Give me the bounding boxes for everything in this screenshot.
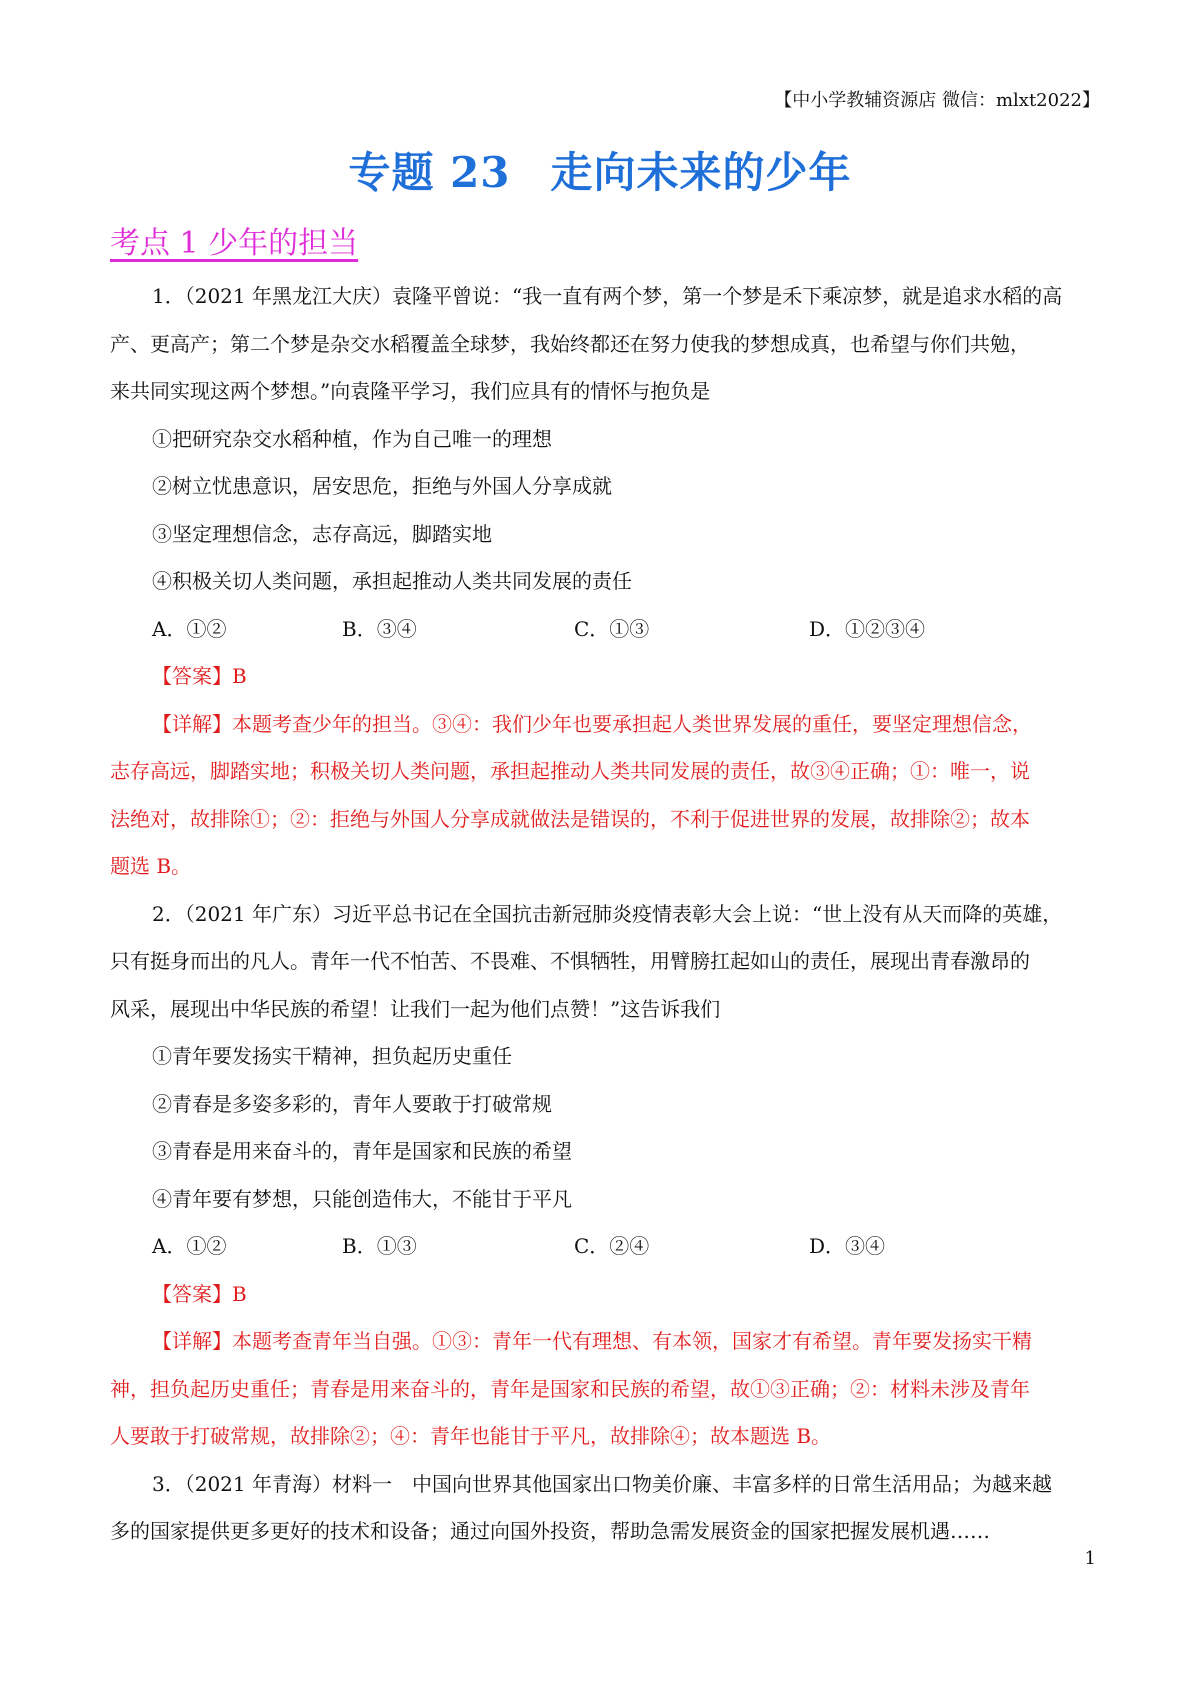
question-1-answer: 【答案】B — [152, 664, 247, 688]
header-tag: 【中小学教辅资源店 微信：mlxt2022】 — [774, 90, 1100, 111]
question-3-stem: 3．（2021 年青海）材料一 中国向世界其他国家出口物美价廉、丰富多样的日常生活用品；为越来越 多的国家提供更多更好的技术和设备；通过向国外投资，帮助急需发展资金的国家把握发展机遇…… — [110, 1471, 1052, 1543]
section-heading: 考点 1 少年的担当 — [110, 226, 359, 261]
question-2-explanation: 【详解】本题考查青年当自强。①③：青年一代有理想、有本领，国家才有希望。青年要发扬实干精 神，担负起历史重任；青春是用来奋斗的，青年是国家和民族的希望，故①③正确；②：材料未涉及青年 人要敢于打破常规，故排除②；④：青年也能甘于平凡，故排除④；故本题选 B。 — [110, 1329, 1032, 1448]
choice-c: C．②④ — [574, 1234, 650, 1258]
title-main: 走向未来的少年 — [550, 148, 852, 197]
question-2-option: ②青春是多姿多彩的，青年人要敢于打破常规 — [152, 1091, 552, 1116]
choice-d: D．①②③④ — [809, 616, 926, 641]
page-number: 1 — [1084, 1548, 1096, 1569]
choice-a: A．①② — [152, 616, 227, 641]
question-1-option: ②树立忧患意识，居安思危，拒绝与外国人分享成就 — [152, 474, 612, 498]
choice-a: A．①② — [152, 1234, 227, 1258]
question-2-option: ①青年要发扬实干精神，担负起历史重任 — [152, 1044, 512, 1068]
page-title — [0, 140, 1200, 200]
question-content — [110, 273, 1100, 1556]
question-1-stem: 1．（2021 年黑龙江大庆）袁隆平曾说：“我一直有两个梦，第一个梦是禾下乘凉梦，就是追求水稻的高 产、更高产；第二个梦是杂交水稻覆盖全球梦，我始终都还在努力使我的梦想成真，也希望与你们共勉， 来共同实现这两个梦想。”向袁隆平学习，我们应具有的情怀与抱负是 — [110, 284, 1063, 403]
question-2-option: ④青年要有梦想，只能创造伟大，不能甘于平凡 — [152, 1186, 572, 1211]
question-2-choices — [110, 1223, 1100, 1271]
choice-d: D．③④ — [809, 1234, 886, 1258]
choice-b: B．①③ — [342, 1234, 417, 1258]
choice-c: C．①③ — [574, 616, 650, 641]
question-1-option: ③坚定理想信念，志存高远，脚踏实地 — [152, 521, 492, 546]
question-2-answer: 【答案】B — [152, 1281, 247, 1306]
choice-b: B．③④ — [342, 616, 417, 641]
question-1-explanation: 【详解】本题考查少年的担当。③④：我们少年也要承担起人类世界发展的重任，要坚定理想信念， 志存高远，脚踏实地；积极关切人类问题，承担起推动人类共同发展的责任，故③④正确；①：唯一，说 法绝对，故排除①；②：拒绝与外国人分享成就做法是错误的，不利于促进世界的发展，故排除②；故本 题选 B。 — [110, 711, 1032, 878]
question-1-choices — [110, 606, 1100, 654]
title-prefix: 专题 23 — [348, 148, 511, 197]
question-2-stem: 2．（2021 年广东）习近平总书记在全国抗击新冠肺炎疫情表彰大会上说：“世上没有从天而降的英雄， 只有挺身而出的凡人。青年一代不怕苦、不畏难、不惧牺牲，用臂膀扛起如山的责任，展现出青春激昂的 风采，展现出中华民族的希望！让我们一起为他们点赞！”这告诉我们 — [110, 901, 1063, 1021]
question-1-option: ④积极关切人类问题，承担起推动人类共同发展的责任 — [152, 569, 632, 593]
question-2-option: ③青春是用来奋斗的，青年是国家和民族的希望 — [152, 1139, 572, 1163]
question-1-option: ①把研究杂交水稻种植，作为自己唯一的理想 — [152, 426, 552, 451]
